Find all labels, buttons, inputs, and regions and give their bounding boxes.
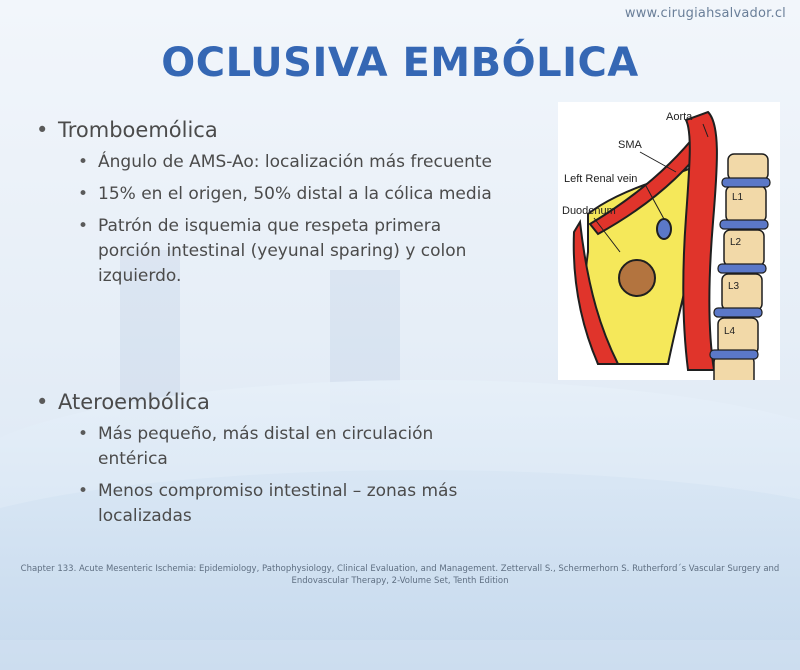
vertebra-body <box>722 274 762 310</box>
section-heading: • Tromboemólica <box>36 118 546 142</box>
anatomy-figure <box>558 102 780 380</box>
bullet-item: • Ángulo de AMS-Ao: localización más frecuente <box>36 150 546 175</box>
vertebra-body <box>728 154 768 180</box>
website-url: www.cirugiahsalvador.cl <box>624 6 786 21</box>
spine <box>710 154 770 380</box>
bullet-item: • Más pequeño, más distal en circulación entérica <box>36 422 478 472</box>
duodenum-mass <box>619 260 655 296</box>
section-heading: • Ateroembólica <box>36 390 506 414</box>
label-sma: SMA <box>618 139 642 151</box>
vertebra-body <box>724 230 764 266</box>
label-l2: L2 <box>730 237 742 248</box>
intervertebral-disc <box>720 220 768 229</box>
anatomy-diagram <box>558 102 780 380</box>
slide-title: OCLUSIVA EMBÓLICA <box>161 40 639 86</box>
intervertebral-disc <box>718 264 766 273</box>
label-left-renal-vein: Left Renal vein <box>564 173 638 185</box>
label-aorta: Aorta <box>666 111 693 123</box>
bullet-item: • Menos compromiso intestinal – zonas más localizadas <box>36 479 478 529</box>
bullet-list <box>36 422 506 529</box>
section-ateroembolica <box>36 390 506 536</box>
intervertebral-disc <box>714 308 762 317</box>
bullet-list <box>36 150 546 289</box>
bullet-item: • Patrón de isquemia que respeta primera porción intestinal (yeyunal sparing) y colon izquierdo. <box>36 214 488 289</box>
intervertebral-disc <box>710 350 758 359</box>
label-l4: L4 <box>724 326 736 337</box>
intervertebral-disc <box>722 178 770 187</box>
section-tromboembolica <box>36 118 546 296</box>
label-l3: L3 <box>728 281 740 292</box>
renal-vein <box>657 219 671 239</box>
citation-footer: Chapter 133. Acute Mesenteric Ischemia: Epidemiology, Pathophysiology, Clinical Evaluation, and Management. Zettervall S., Schermerhorn S. Rutherford´s Vascular Surgery and Endovascular Therapy, 2-Volume Set, Tenth Edition <box>20 564 780 586</box>
bullet-item: • 15% en el origen, 50% distal a la cólica media <box>36 182 546 207</box>
label-duodenum: Duodenum <box>562 205 616 217</box>
label-l1: L1 <box>732 192 744 203</box>
